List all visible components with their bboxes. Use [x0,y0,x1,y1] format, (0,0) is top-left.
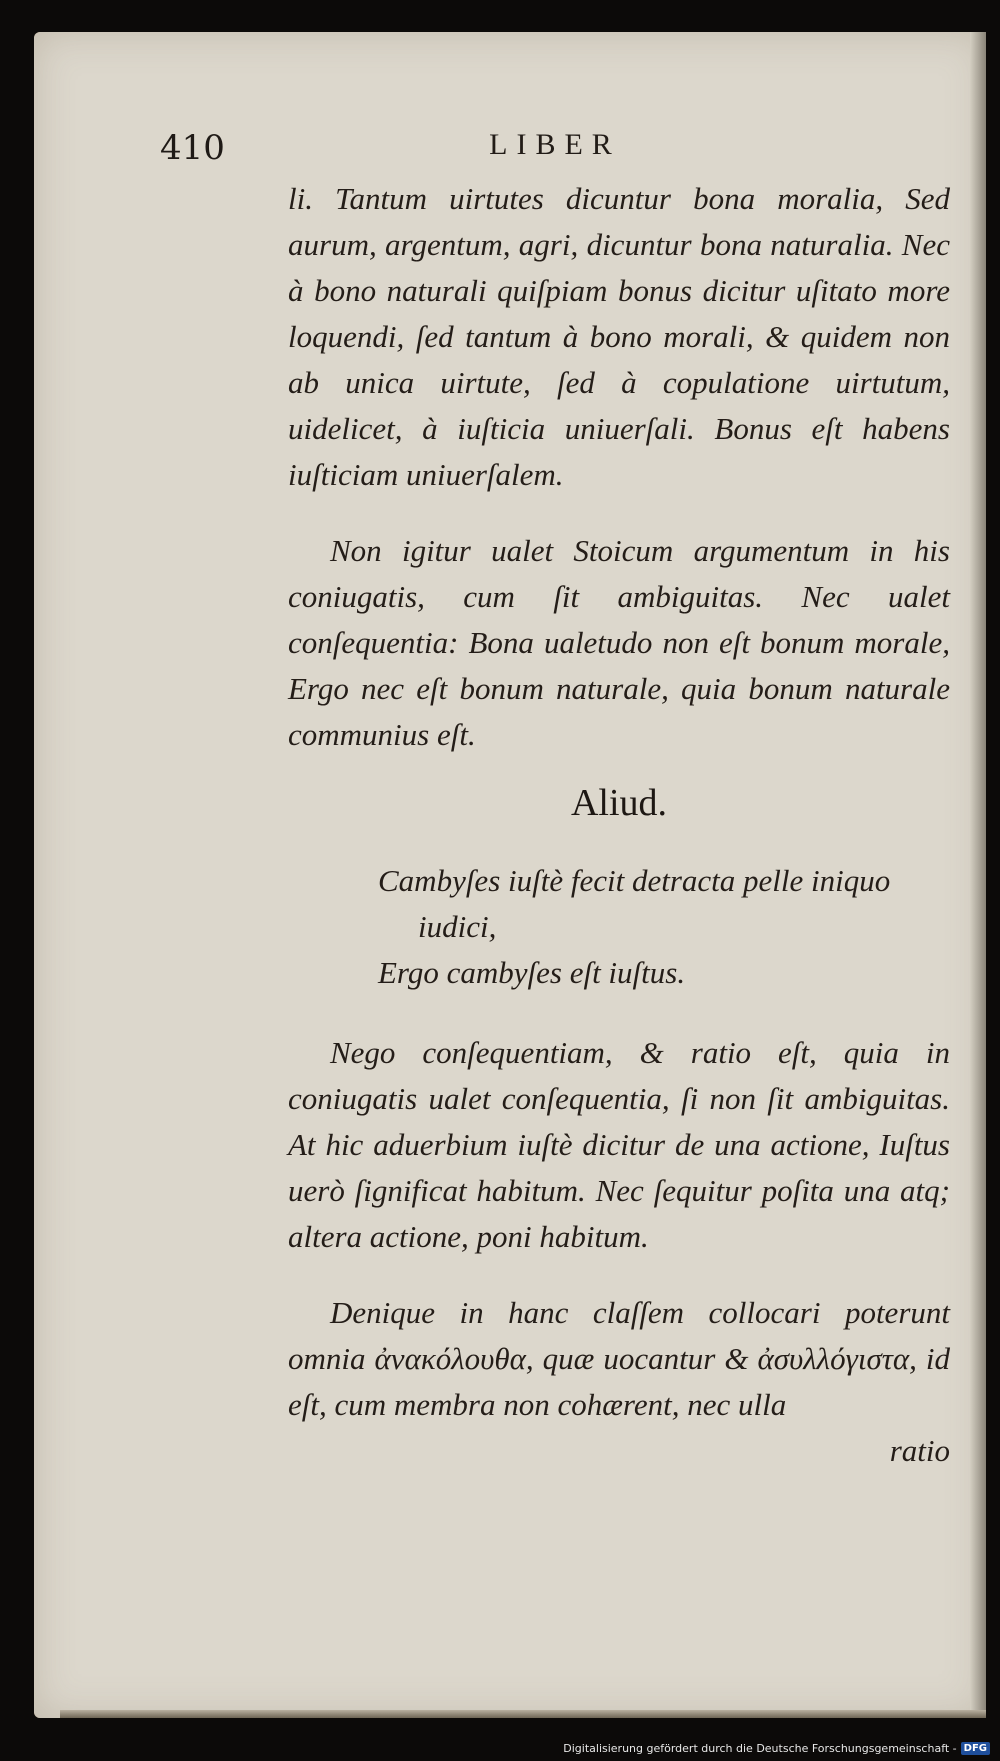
dfg-logo: DFG [961,1742,990,1755]
syllogism-premise: Cambyſes iuſtè fecit detracta pelle iniquo [378,863,891,898]
syllogism [378,858,950,996]
paragraph-2: Non igitur ualet Stoicum argumentum in his coniugatis, cum ſit ambiguitas. Nec ualet conſequentia: Bona ualetudo non eſt bonum morale, Ergo nec eſt bonum naturale, quia bonum naturale communius eſt. [288,533,950,752]
page-spine-shadow [970,32,986,1718]
footer-text: Digitalisierung gefördert durch die Deutsche Forschungsgemeinschaft - [563,1742,957,1755]
page-bottom-edge [60,1710,986,1718]
page-header [160,128,950,178]
paragraph-3: Nego conſequentiam, & ratio eſt, quia in coniugatis ualet conſequentia, ſi non ſit ambiguitas. At hic aduerbium iuſtè dicitur de una actione, Iuſtus uerò ſignificat habitum. Nec ſequitur poſita una atq; altera actione, poni habitum. [288,1035,950,1254]
page-body [288,176,950,1474]
catchword: ratio [889,1433,950,1468]
paragraph-1: li. Tantum uirtutes dicuntur bona moralia, Sed aurum, argentum, agri, dicuntur bona naturalia. Nec à bono naturali quiſpiam bonus dicitur uſitato more loquendi, ſed tantum à bono morali, & quidem non ab unica uirtute, ſed à copulatione uirtutum, uidelicet, à iuſticia uniuerſali. Bonus eſt habens iuſticiam uniuerſalem. [288,181,950,492]
digitization-footer [563,1742,990,1755]
page-number: 410 [160,128,225,168]
syllogism-conclusion: Ergo cambyſes eſt iuſtus. [378,955,686,990]
section-heading: Aliud. [570,782,668,824]
syllogism-premise-cont: iudici, [418,909,497,944]
running-head: LIBER [489,128,621,161]
paragraph-4: Denique in hanc claſſem collocari poterunt omnia ἀνακόλουθα, quæ uocantur & ἀσυλλόγιστα, id eſt, cum membra non cohærent, nec ulla [288,1295,950,1422]
